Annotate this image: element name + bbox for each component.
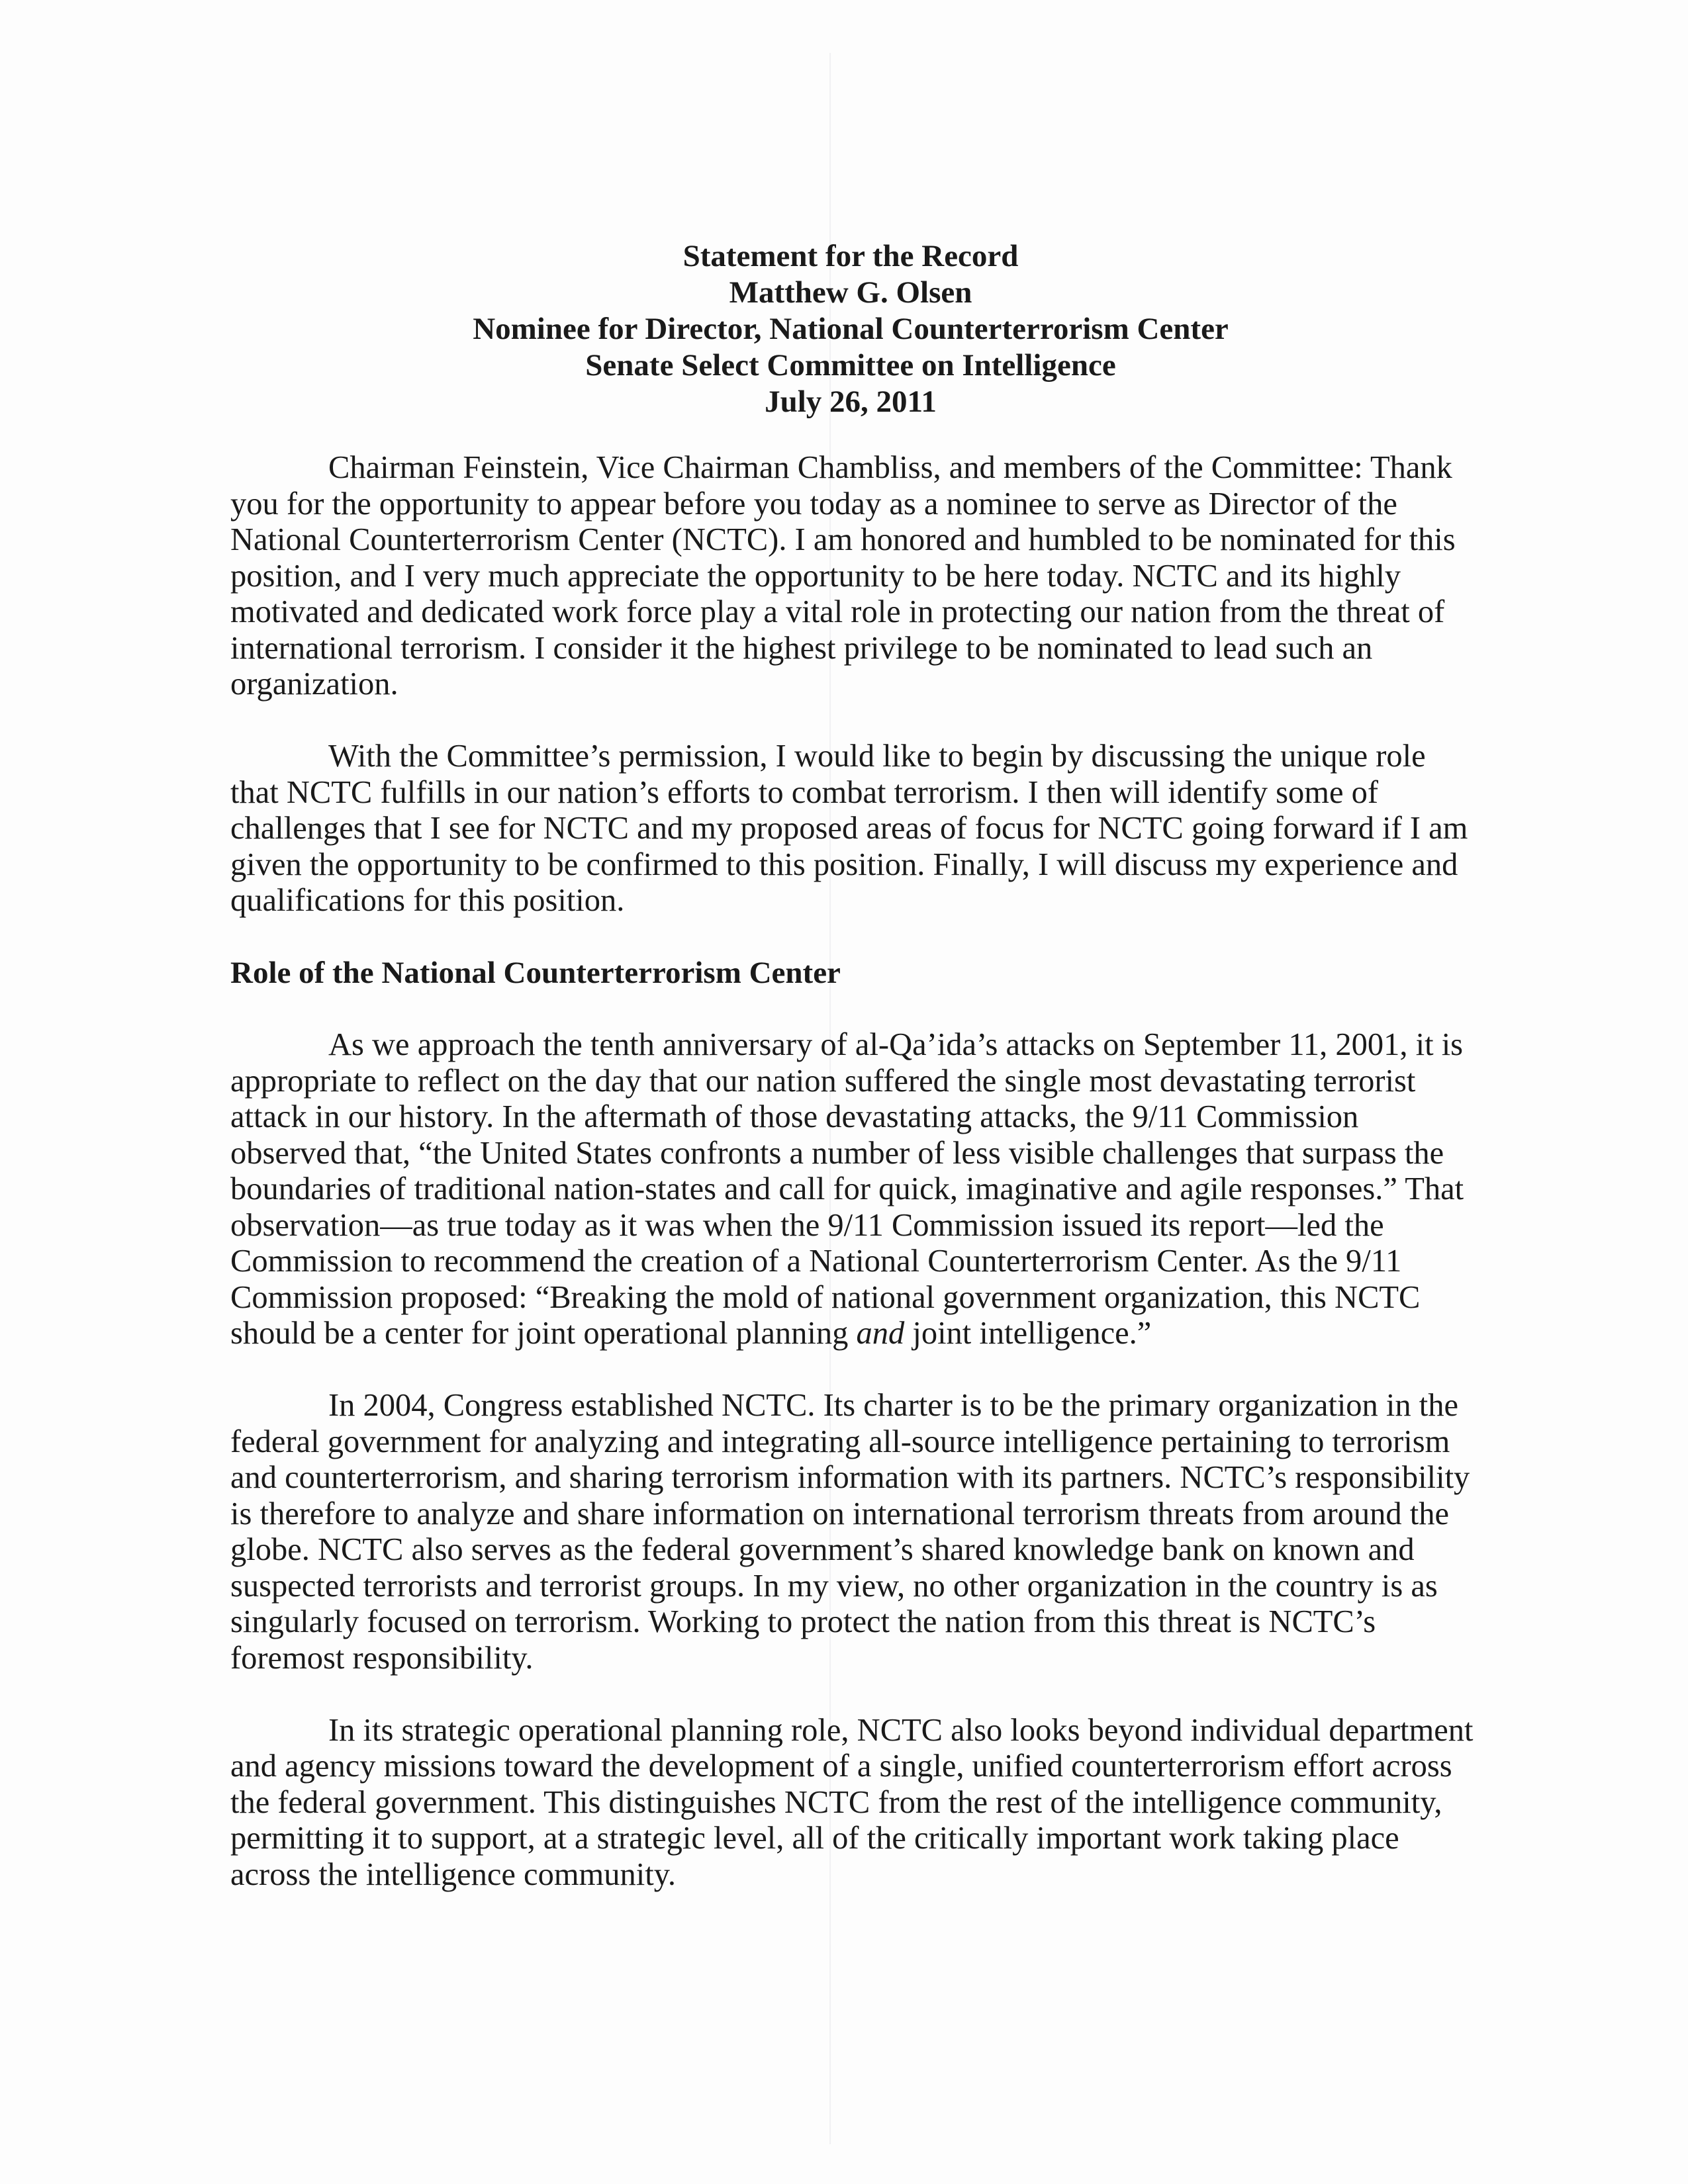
text-line: you for the opportunity to appear before you today as a nominee to serve as Director of the (230, 486, 1397, 522)
text-line: With the Committee’s permission, I would like to begin by discussing the unique role (328, 739, 1426, 774)
text-line: Commission proposed: “Breaking the mold of national government organization, this NCTC (230, 1279, 1421, 1315)
text-line: Chairman Feinstein, Vice Chairman Chambliss, and members of the Committee: Thank (328, 450, 1452, 485)
text-line: In 2004, Congress established NCTC. Its charter is to be the primary organization in the (328, 1388, 1459, 1423)
paragraph-strategic-planning (230, 1712, 1474, 1893)
section-heading: Role of the National Counterterrorism Center (230, 956, 841, 990)
text-line: position, and I very much appreciate the opportunity to be here today. NCTC and its highly (230, 558, 1401, 594)
text-line: suspected terrorists and terrorist groups. In my view, no other organization in the country is as (230, 1568, 1438, 1604)
text-line: federal government for analyzing and integrating all-source intelligence pertaining to terrorism (230, 1424, 1450, 1459)
text-line: observation—as true today as it was when the 9/11 Commission issued its report—led the (230, 1207, 1384, 1243)
text-line: permitting it to support, at a strategic level, all of the critically important work taking place (230, 1821, 1399, 1856)
document-title-block (0, 238, 1688, 420)
text-line: motivated and dedicated work force play a vital role in protecting our nation from the threat of (230, 594, 1445, 629)
paragraph-opening (230, 450, 1468, 703)
text-line: across the intelligence community. (230, 1856, 676, 1892)
text-line: foremost responsibility. (230, 1640, 534, 1676)
text-line: globe. NCTC also serves as the federal government’s shared knowledge bank on known and (230, 1532, 1415, 1567)
text-line: attack in our history. In the aftermath of those devastating attacks, the 9/11 Commission (230, 1099, 1359, 1134)
paragraph-charter (230, 1388, 1468, 1676)
text-line: qualifications for this position. (230, 883, 625, 918)
text-fragment: joint intelligence.” (904, 1316, 1152, 1351)
text-line: In its strategic operational planning role, NCTC also looks beyond individual department (328, 1712, 1474, 1748)
text-line: the federal government. This distinguishes NCTC from the rest of the intelligence community, (230, 1784, 1442, 1820)
text-line: that NCTC fulfills in our nation’s efforts to combat terrorism. I then will identify some of (230, 774, 1379, 810)
text-line: and agency missions toward the development of a single, unified counterterrorism effort across (230, 1749, 1452, 1784)
italic-emphasis: and (856, 1316, 905, 1351)
title-line-committee: Senate Select Committee on Intelligence (585, 348, 1116, 383)
text-line-with-italic (230, 1316, 1468, 1352)
title-line-name: Matthew G. Olsen (729, 275, 972, 310)
text-line: singularly focused on terrorism. Working to protect the nation from this threat is NCTC’s (230, 1604, 1376, 1639)
title-line-statement: Statement for the Record (682, 239, 1019, 273)
document-body (230, 450, 1474, 1929)
text-line: and counterterrorism, and sharing terrorism information with its partners. NCTC’s responsibility (230, 1460, 1470, 1495)
text-fragment: should be a center for joint operational planning (230, 1316, 857, 1351)
title-line-position: Nominee for Director, National Counterterrorism Center (473, 312, 1229, 346)
text-line: boundaries of traditional nation-states and call for quick, imaginative and agile responses.” That (230, 1171, 1464, 1206)
text-line: Commission to recommend the creation of a National Counterterrorism Center. As the 9/11 (230, 1244, 1402, 1279)
text-line: National Counterterrorism Center (NCTC). I am honored and humbled to be nominated for this (230, 522, 1456, 557)
text-line: appropriate to reflect on the day that our nation suffered the single most devastating terrorist (230, 1063, 1416, 1099)
title-line-date: July 26, 2011 (765, 385, 937, 419)
text-line: international terrorism. I consider it the highest privilege to be nominated to lead such an (230, 630, 1373, 666)
paragraph-overview (230, 739, 1468, 919)
paragraph-anniversary (230, 1027, 1468, 1352)
text-line: observed that, “the United States confronts a number of less visible challenges that surpass the (230, 1135, 1444, 1171)
text-line: is therefore to analyze and share information on international terrorism threats from around the (230, 1496, 1449, 1531)
text-line: As we approach the tenth anniversary of al-Qa’ida’s attacks on September 11, 2001, it is (328, 1027, 1464, 1062)
text-line: given the opportunity to be confirmed to this position. Finally, I will discuss my experience and (230, 846, 1458, 882)
text-line: organization. (230, 666, 399, 702)
text-line: challenges that I see for NCTC and my proposed areas of focus for NCTC going forward if I am (230, 811, 1468, 846)
